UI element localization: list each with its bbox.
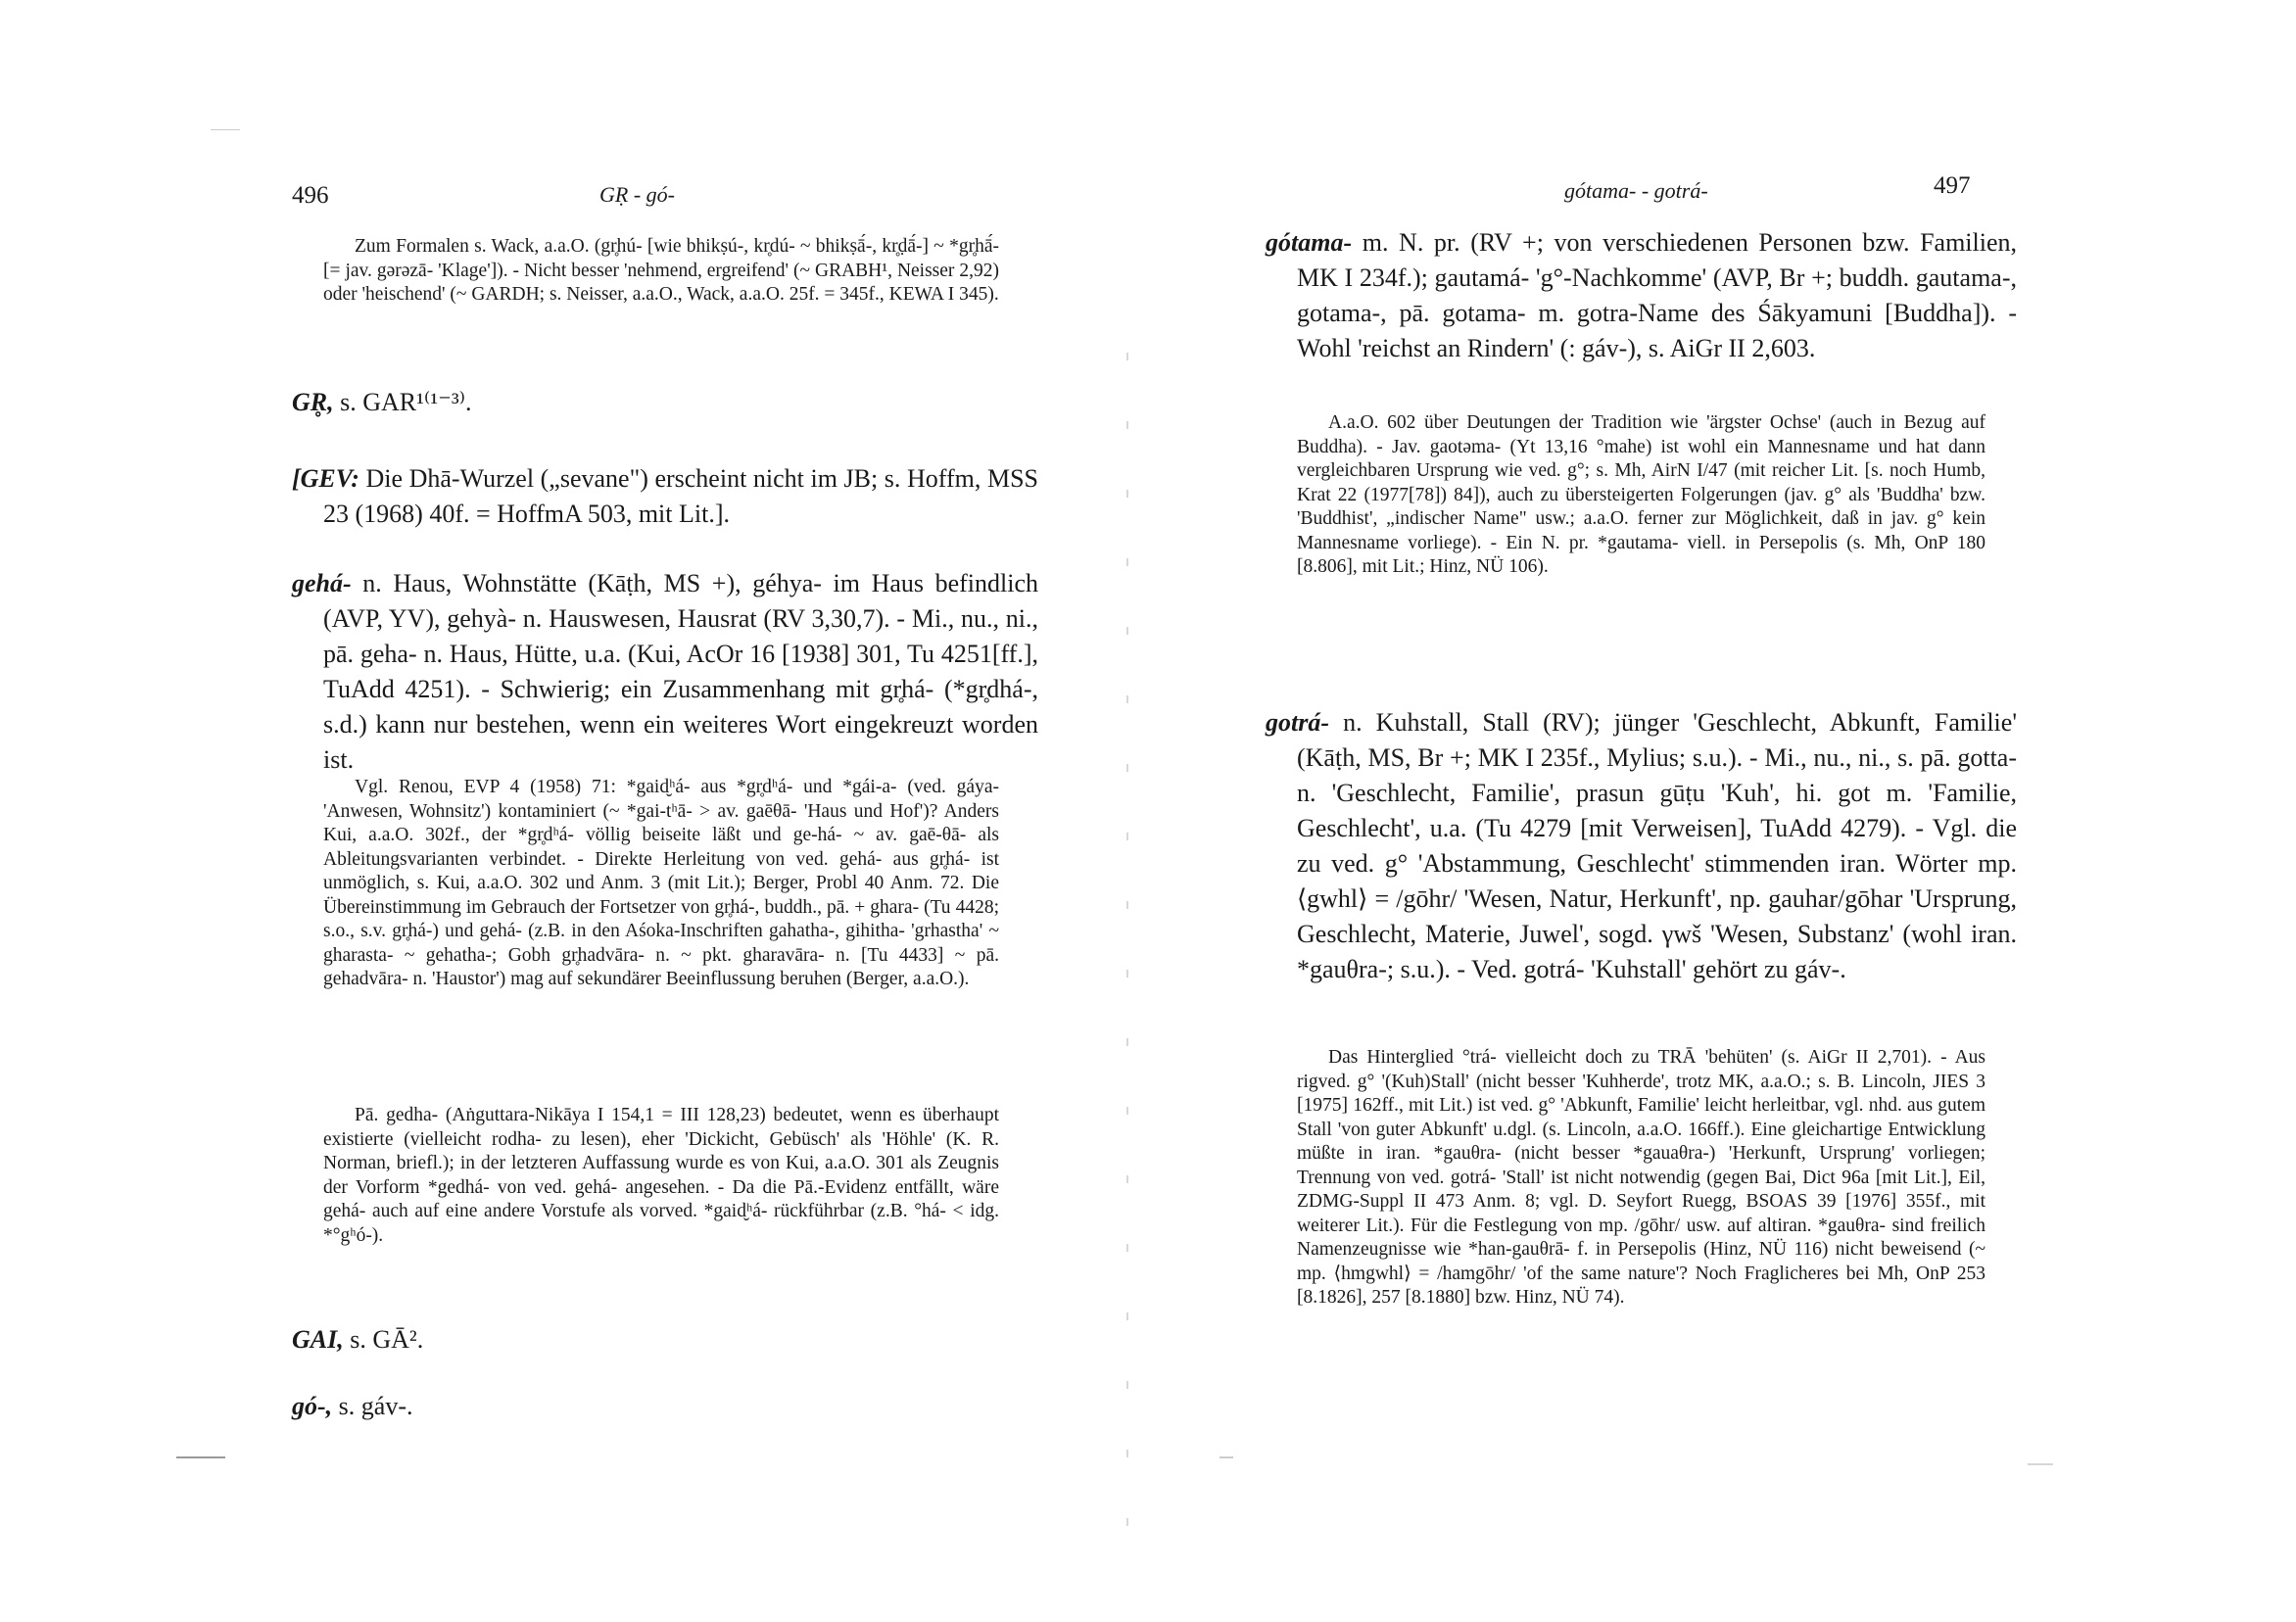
entry-gotama xyxy=(1266,225,2017,366)
entry-gr xyxy=(292,385,1007,420)
headword-geha: gehá- xyxy=(292,569,352,597)
ref-gr: s. GAR¹⁽¹⁻³⁾. xyxy=(340,388,472,416)
page-number: 496 xyxy=(292,182,329,209)
geha-note-1 xyxy=(323,776,999,992)
geha-note-2 xyxy=(323,1104,999,1248)
gev-text: Die Dhā-Wurzel („sevane") erscheint nicht im JB; s. Hoffm, MSS 23 (1968) 40f. = HoffmA 503, mit Lit.]. xyxy=(323,464,1039,528)
running-head: gótama- - gotrá- xyxy=(1564,178,1708,203)
entry-gai xyxy=(292,1322,1007,1358)
headword-gotra: gotrá- xyxy=(1266,708,1329,737)
headword-gev: [GEV: xyxy=(292,464,359,493)
gotama-note-text: A.a.O. 602 über Deutungen der Tradition wie 'ärgster Ochse' (auch in Bezug auf Buddha). - Jav. gaotəma- (Yt 13,16 °mahe) ist wohl ein Mannesname und hat dann vergleichbaren Ursprung wie ved. g°; s. Mh, AirN I/47 (mit reicher Lit. [s. noch Humb, Krat 22 (1977[78]) 84]), auch zu übersteigerten Folgerungen (jav. g° als 'Buddha' bzw. 'Buddhist', „indischer Name" usw.; a.a.O. ferner zur Möglichkeit, daß in jav. g° kein Mannesname vorliege). - Ein N. pr. *gautama- viell. in Persepolis (s. Mh, OnP 180 [8.806], mit Lit.; Hinz, NÜ 106). xyxy=(1297,412,1985,577)
gotra-text: n. Kuhstall, Stall (RV); jünger 'Geschlecht, Abkunft, Familie' (Kāṭh, MS, Br +; MK I 235f., Mylius; s.u.). - Mi., nu., ni., s. pā. gotta- n. 'Geschlecht, Familie', prasun gūṭu 'Kuh', hi. got m. 'Familie, Geschlecht', u.a. (Tu 4279 [mit Verweisen], TuAdd 4279). - Vgl. die zu ved. g° 'Abstammung, Geschlecht' stimmenden iran. Wörter mp. ⟨gwhl⟩ = /gōhr/ 'Wesen, Natur, Herkunft', np. gauhar/gōhar 'Ursprung, Geschlecht, Materie, Juwel', sogd. γwš 'Wesen, Substanz' (wohl iran. *gauθra-; s.u.). - Ved. gotrá- 'Kuhstall' gehört zu gáv-. xyxy=(1297,708,2017,983)
right-page xyxy=(1148,0,2296,1622)
geha-note-2-text: Pā. gedha- (Aṅguttara-Nikāya I 154,1 = III 128,23) bedeutet, wenn es überhaupt existierte (vielleicht rodha- zu lesen), eher 'Dickicht, Gebüsch' als 'Höhle' (K. R. Norman, briefl.); in der letzteren Auffassung wurde es von Kui, a.a.O. 301 als Zeugnis der Vorform *gedhá- von ved. gehá- angesehen. - Da die Pā.-Evidenz entfällt, wäre gehá- auch auf eine andere Vorstufe als vorved. *gaid̮ʰá- rückführbar (z.B. °há- < idg. *°gʰó-). xyxy=(323,1105,999,1246)
gotama-text: m. N. pr. (RV +; von verschiedenen Personen bzw. Familien, MK I 234f.); gautamá- 'g°-Nachkomme' (AVP, Br +; buddh. gautama-, gotama-, pā. gotama- m. gotra-Name des Śākyamuni [Buddha]). - Wohl 'reichst an Rindern' (: gáv-), s. AiGr II 2,603. xyxy=(1297,228,2018,362)
page-number: 497 xyxy=(1934,172,1971,199)
geha-note-1-text: Vgl. Renou, EVP 4 (1958) 71: *gaid̮ʰá- aus *gr̥dʰá- und *gái-a- (ved. gáya- 'Anwesen, Wohnsitz') kontaminiert (~ *gai-tʰā- > av. gaēθā- 'Haus und Hof')? Anders Kui, a.a.O. 302f., der *gr̥dʰá- völlig beiseite läßt und ge-há- ~ av. gaē-θā- als Ableitungsvarianten verbindet. - Direkte Herleitung von ved. gehá- aus gr̥há- ist unmöglich, s. Kui, a.a.O. 302 und Anm. 3 (mit Lit.); Berger, Probl 40 Anm. 72. Die Übereinstimmung im Gebrauch der Fortsetzer von gr̥há-, buddh., pā. + ghara- (Tu 4428; s.o., s.v. gr̥há-) und gehá- (z.B. in den Aśoka-Inschriften gahatha-, gihitha- 'grhastha' ~ gharasta- ~ gehatha-; Gobh gr̥hadvāra- n. ~ pkt. gharavāra- n. [Tu 4433] ~ pā. gehadvāra- n. 'Haustor') mag auf sekundärer Beeinflussung beruhen (Berger, a.a.O.). xyxy=(323,777,999,989)
intro-note-text: Zum Formalen s. Wack, a.a.O. (gr̥hú- [wie bhikṣú-, kr̥dú- ~ bhikṣā́-, kr̥ḍā́-] ~ *gr̥hā́- [= jav. gərəzā- 'Klage']). - Nicht besser 'nehmend, ergreifend' (~ GRABH¹, Neisser 2,92) oder 'heischend' (~ GARDH; s. Neisser, a.a.O., Wack, a.a.O. 25f. = 345f., KEWA I 345). xyxy=(323,236,999,305)
headword-go: gó-, xyxy=(292,1392,333,1420)
ref-gai: s. GĀ². xyxy=(350,1325,424,1354)
entry-go xyxy=(292,1389,1007,1424)
gotra-note-text: Das Hinterglied °trá- vielleicht doch zu TRĀ 'behüten' (s. AiGr II 2,701). - Aus rigved. g° '(Kuh)Stall' (nicht besser 'Kuhherde', trotz MK, a.a.O.; s. B. Lincoln, JIES 3 [1975] 162ff., mit Lit.) ist ved. g° 'Abkunft, Familie' leicht herleitbar, vgl. nhd. aus gutem Stall 'von guter Abkunft' u.dgl. (s. Lincoln, a.a.O. 166ff.). Eine gleichartige Entwicklung müßte in iran. *gauθra- (nicht besser *gauaθra-) 'Herkunft, Ursprung' vorliegen; Trennung von ved. gotrá- 'Stall' ist nicht notwendig (gegen Bai, Dict 96a [mit Lit.], Eil, ZDMG-Suppl II 473 Anm. 8; vgl. D. Seyfort Ruegg, BSOAS 39 [1976] 355f., mit weiterer Lit.). Für die Festlegung von mp. /gōhr/ usw. auf altiran. *gauθra- sind freilich Namenzeugnisse wie *han-gauθrā- f. in Persepolis (Hinz, NÜ 116) nicht beweisend (~ mp. ⟨hmgwhl⟩ = /hamgōhr/ 'of the same nature'? Noch Fraglicheres bei Mh, OnP 253 [8.1826], 257 [8.1880] bzw. Hinz, NÜ 74). xyxy=(1297,1047,1985,1308)
gotra-note xyxy=(1297,1046,1985,1311)
headword-gai: GAI, xyxy=(292,1325,344,1354)
entry-gotra xyxy=(1266,705,2017,987)
intro-note xyxy=(323,235,999,308)
gotama-note xyxy=(1297,411,1985,580)
headword-gr: GR̥, xyxy=(292,388,334,416)
geha-text: n. Haus, Wohnstätte (Kāṭh, MS +), géhya- im Haus befindlich (AVP, YV), gehyà- n. Hauswesen, Hausrat (RV 3,30,7). - Mi., nu., ni., pā. geha- n. Haus, Hütte, u.a. (Kui, AcOr 16 [1938] 301, Tu 4251[ff.], TuAdd 4251). - Schwierig; ein Zusammenhang mit gr̥há- (*gr̥dhá-, s.d.) kann nur bestehen, wenn ein weiteres Wort eingekreuzt worden ist. xyxy=(323,569,1039,774)
headword-gotama: gótama- xyxy=(1266,228,1353,257)
running-head: GṚ - gó- xyxy=(599,182,675,207)
ref-go: s. gáv-. xyxy=(338,1392,413,1420)
entry-gev xyxy=(292,461,1038,532)
entry-geha xyxy=(292,566,1038,778)
